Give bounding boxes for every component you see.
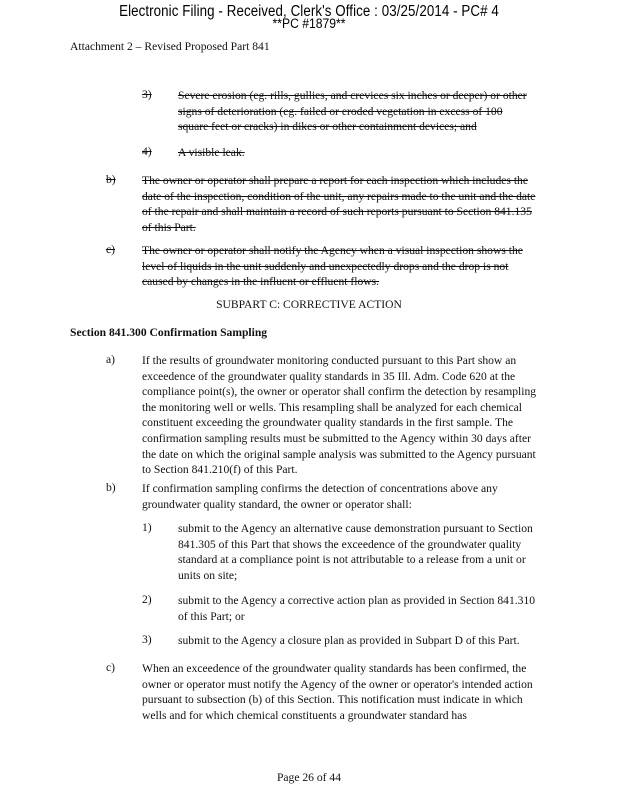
item-label: 3) xyxy=(142,88,152,101)
item-label: 3) xyxy=(142,633,152,646)
item-text: A visible leak. xyxy=(178,146,245,159)
subsection-label: a) xyxy=(106,353,116,366)
subsection-label: b) xyxy=(106,481,116,494)
section-heading: Section 841.300 Confirmation Sampling xyxy=(70,326,268,339)
item-label: 2) xyxy=(142,593,152,606)
item-label: 4) xyxy=(142,145,152,158)
subsection-label: c) xyxy=(106,243,116,256)
running-header: Attachment 2 – Revised Proposed Part 841 xyxy=(70,40,270,53)
subsection-text: The owner or operator shall notify the Agency when a visual inspection shows the level of liquids in the unit suddenly and unexpectedly drops and the drop is not caused by changes in the influent or effluent flows. xyxy=(142,244,523,289)
subpart-heading: SUBPART C: CORRECTIVE ACTION xyxy=(216,298,402,311)
item-text: submit to the Agency an alternative cause demonstration pursuant to Section 841.305 of this Part that shows the exceedence of the groundwater quality standard at a compliance point is not attributable to a release from a unit or units on site; xyxy=(178,522,533,582)
item-text: submit to the Agency a closure plan as provided in Subpart D of this Part. xyxy=(178,634,520,647)
pc-number-stamp: **PC #1879** xyxy=(272,16,346,31)
subsection-text: The owner or operator shall prepare a report for each inspection which includes the date of the inspection, condition of the unit, any repairs made to the unit and the date of the repair and shall maintain a record of such reports pursuant to Section 841.135 of this Part. xyxy=(142,174,536,234)
item-text: submit to the Agency a corrective action plan as provided in Section 841.310 of this Part; or xyxy=(178,594,536,623)
item-label: 1) xyxy=(142,521,152,534)
subsection-text: When an exceedence of the groundwater quality standards has been confirmed, the owner or operator must notify the Agency of the owner or operator's intended action pursuant to subsection (b) of this Section. This notification must indicate in which wells and for which chemical constituents a groundwater standard has xyxy=(142,662,533,722)
filing-stamp: Electronic Filing - Received, Clerk's Office : 03/25/2014 - PC# 4 xyxy=(119,3,499,20)
subsection-label: c) xyxy=(106,661,116,674)
item-text: Severe erosion (eg. rills, gullies, and crevices six inches or deeper) or other signs of deterioration (eg. failed or eroded vegetation in excess of 100 square feet or cracks) in dikes or other containment devices; and xyxy=(178,89,527,134)
page-number: Page 26 of 44 xyxy=(276,771,342,784)
subsection-text: If confirmation sampling confirms the detection of concentrations above any groundwater quality standard, the owner or operator shall: xyxy=(142,482,498,511)
subsection-text: If the results of groundwater monitoring conducted pursuant to this Part show an exceedence of the groundwater quality standards in 35 Ill. Adm. Code 620 at the compliance point(s), the owner or operator shall confirm the detection by resampling the monitoring well or wells. This resampling shall be analyzed for each chemical constituent exceeding the groundwater quality standards in the first sample. The confirmation sampling results must be submitted to the Agency within 30 days after the date on which the original sample analysis was submitted to the Agency pursuant to Section 841.210(f) of this Part. xyxy=(142,354,537,477)
subsection-label: b) xyxy=(106,173,116,186)
